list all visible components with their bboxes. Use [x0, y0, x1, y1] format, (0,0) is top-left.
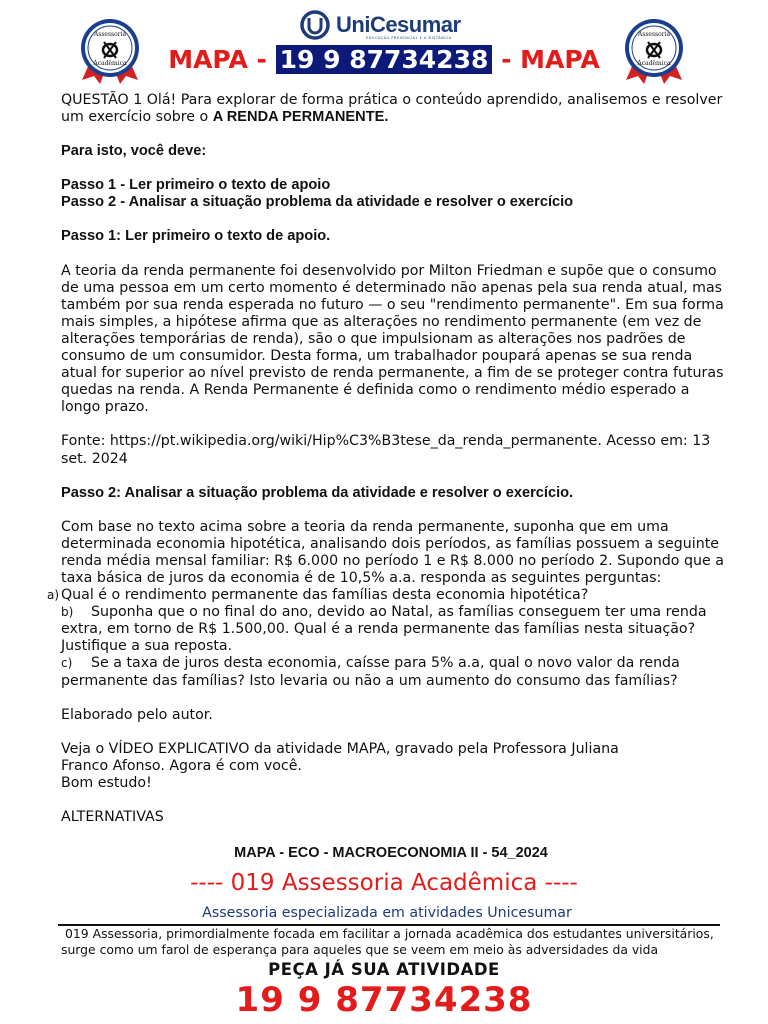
source-citation: Fonte: https://pt.wikipedia.org/wiki/Hip%C3%B3tese_da_renda_permanente. Acesso em: 13 set. 2024 — [61, 433, 711, 467]
step-1: Passo 1 - Ler primeiro o texto de apoio — [61, 177, 331, 194]
course-title: MAPA - ECO - MACROECONOMIA II - 54_2024 — [234, 845, 548, 861]
problem-statement: Com base no texto acima sobre a teoria da renda permanente, suponha que em uma determinada economia hipotética, analisando dois períodos, as famílias possuem a seguinte renda média mensal familiar: R$ 6.000 no período 1 e R$ 8.000 no período 2. Supondo que a taxa básica de juros da economia é de 10,5% a.a. responda as seguintes perguntas: — [61, 518, 724, 586]
list-item-c: c) Se a taxa de juros desta economia, caísse para 5% a.a, qual o novo valor da renda permanente das famílias? Isto levaria ou não a um aumento do consumo das famílias? — [61, 655, 680, 689]
question-intro: QUESTÃO 1 Olá! Para explorar de forma prática o conteúdo aprendido, analisemos e resolver um exercício sobre o A RENDA PERMANENTE. — [61, 92, 723, 126]
banner-right: - MAPA — [501, 45, 600, 74]
item-b-marker: b) — [61, 605, 74, 620]
step-1-heading: Passo 1: Ler primeiro o texto de apoio. — [61, 228, 331, 245]
svg-text:Acadêmica: Acadêmica — [637, 60, 671, 67]
video-note-line1: Veja o VÍDEO EXPLICATIVO da atividade MAPA, gravado pela Professora Juliana — [61, 740, 619, 757]
instructions-heading: Para isto, você deve: — [61, 143, 207, 160]
list-item-a: a) Qual é o rendimento permanente das famílias desta economia hipotética? — [47, 587, 589, 604]
unicesumar-logo — [300, 10, 470, 40]
author-note: Elaborado pelo autor. — [61, 706, 213, 723]
video-note-line2: Franco Afonso. Agora é com você. — [61, 757, 302, 774]
svg-text:Assessoria: Assessoria — [93, 31, 127, 38]
assessoria-description: 019 Assessoria, primordialmente focada em facilitar a jornada acadêmica dos estudantes universitários, surge como um farol de esperança para aqueles que se veem em meio às adversidades da vida — [61, 926, 714, 957]
mapa-banner — [0, 44, 768, 76]
step-2-heading: Passo 2: Analisar a situação problema da atividade e resolver o exercício. — [61, 484, 574, 501]
svg-text:Assessoria: Assessoria — [637, 31, 671, 38]
assessoria-subtitle: Assessoria especializada em atividades Unicesumar — [202, 905, 572, 921]
item-a-marker: a) — [47, 588, 60, 603]
logo-text: UniCesumar — [336, 12, 461, 37]
call-to-action: PEÇA JÁ SUA ATIVIDADE — [268, 960, 500, 979]
banner-phone: 19 9 87734238 — [276, 45, 493, 74]
contact-phone: 19 9 87734238 — [235, 980, 533, 1020]
question-content — [47, 92, 731, 826]
unicesumar-logo-icon — [300, 10, 330, 40]
theory-paragraph: A teoria da renda permanente foi desenvolvido por Milton Friedman e supõe que o consumo de uma pessoa em um certo momento é determinado não apenas pela sua renda atual, mas também por sua renda esperada no futuro — o seu "rendimento permanente". Em sua forma mais simples, a hipótese afirma que as alterações no rendimento permanente (em vez de alterações temporárias de renda), são o que impulsionam as alterações nos padrões de consumo de um consumidor. Desta forma, um trabalhador poupará apenas se sua renda atual for superior ao nível previsto de renda permanente, a fim de se proteger contra futuras quedas na renda. A Renda Permanente é definida como o rendimento médio esperado a longo prazo. — [61, 262, 724, 416]
alternatives-label: ALTERNATIVAS — [61, 809, 164, 825]
svg-text:Acadêmica: Acadêmica — [93, 60, 127, 67]
list-item-b: b) Suponha que o no final do ano, devido ao Natal, as famílias conseguem ter uma renda extra, em torno de R$ 1.500,00. Qual é a renda permanente das famílias nesta situação? Justifique a sua reposta. — [61, 604, 707, 655]
video-note-line3: Bom estudo! — [61, 774, 152, 791]
topic-title: A RENDA PERMANENTE. — [212, 109, 389, 126]
item-c-marker: c) — [61, 656, 73, 671]
banner-left: MAPA - — [168, 45, 267, 74]
logo-tagline: EDUCAÇÃO PRESENCIAL E A DISTÂNCIA — [366, 36, 452, 40]
assessoria-title: ---- 019 Assessoria Acadêmica ---- — [190, 870, 578, 896]
step-2: Passo 2 - Analisar a situação problema da atividade e resolver o exercício — [61, 194, 574, 211]
